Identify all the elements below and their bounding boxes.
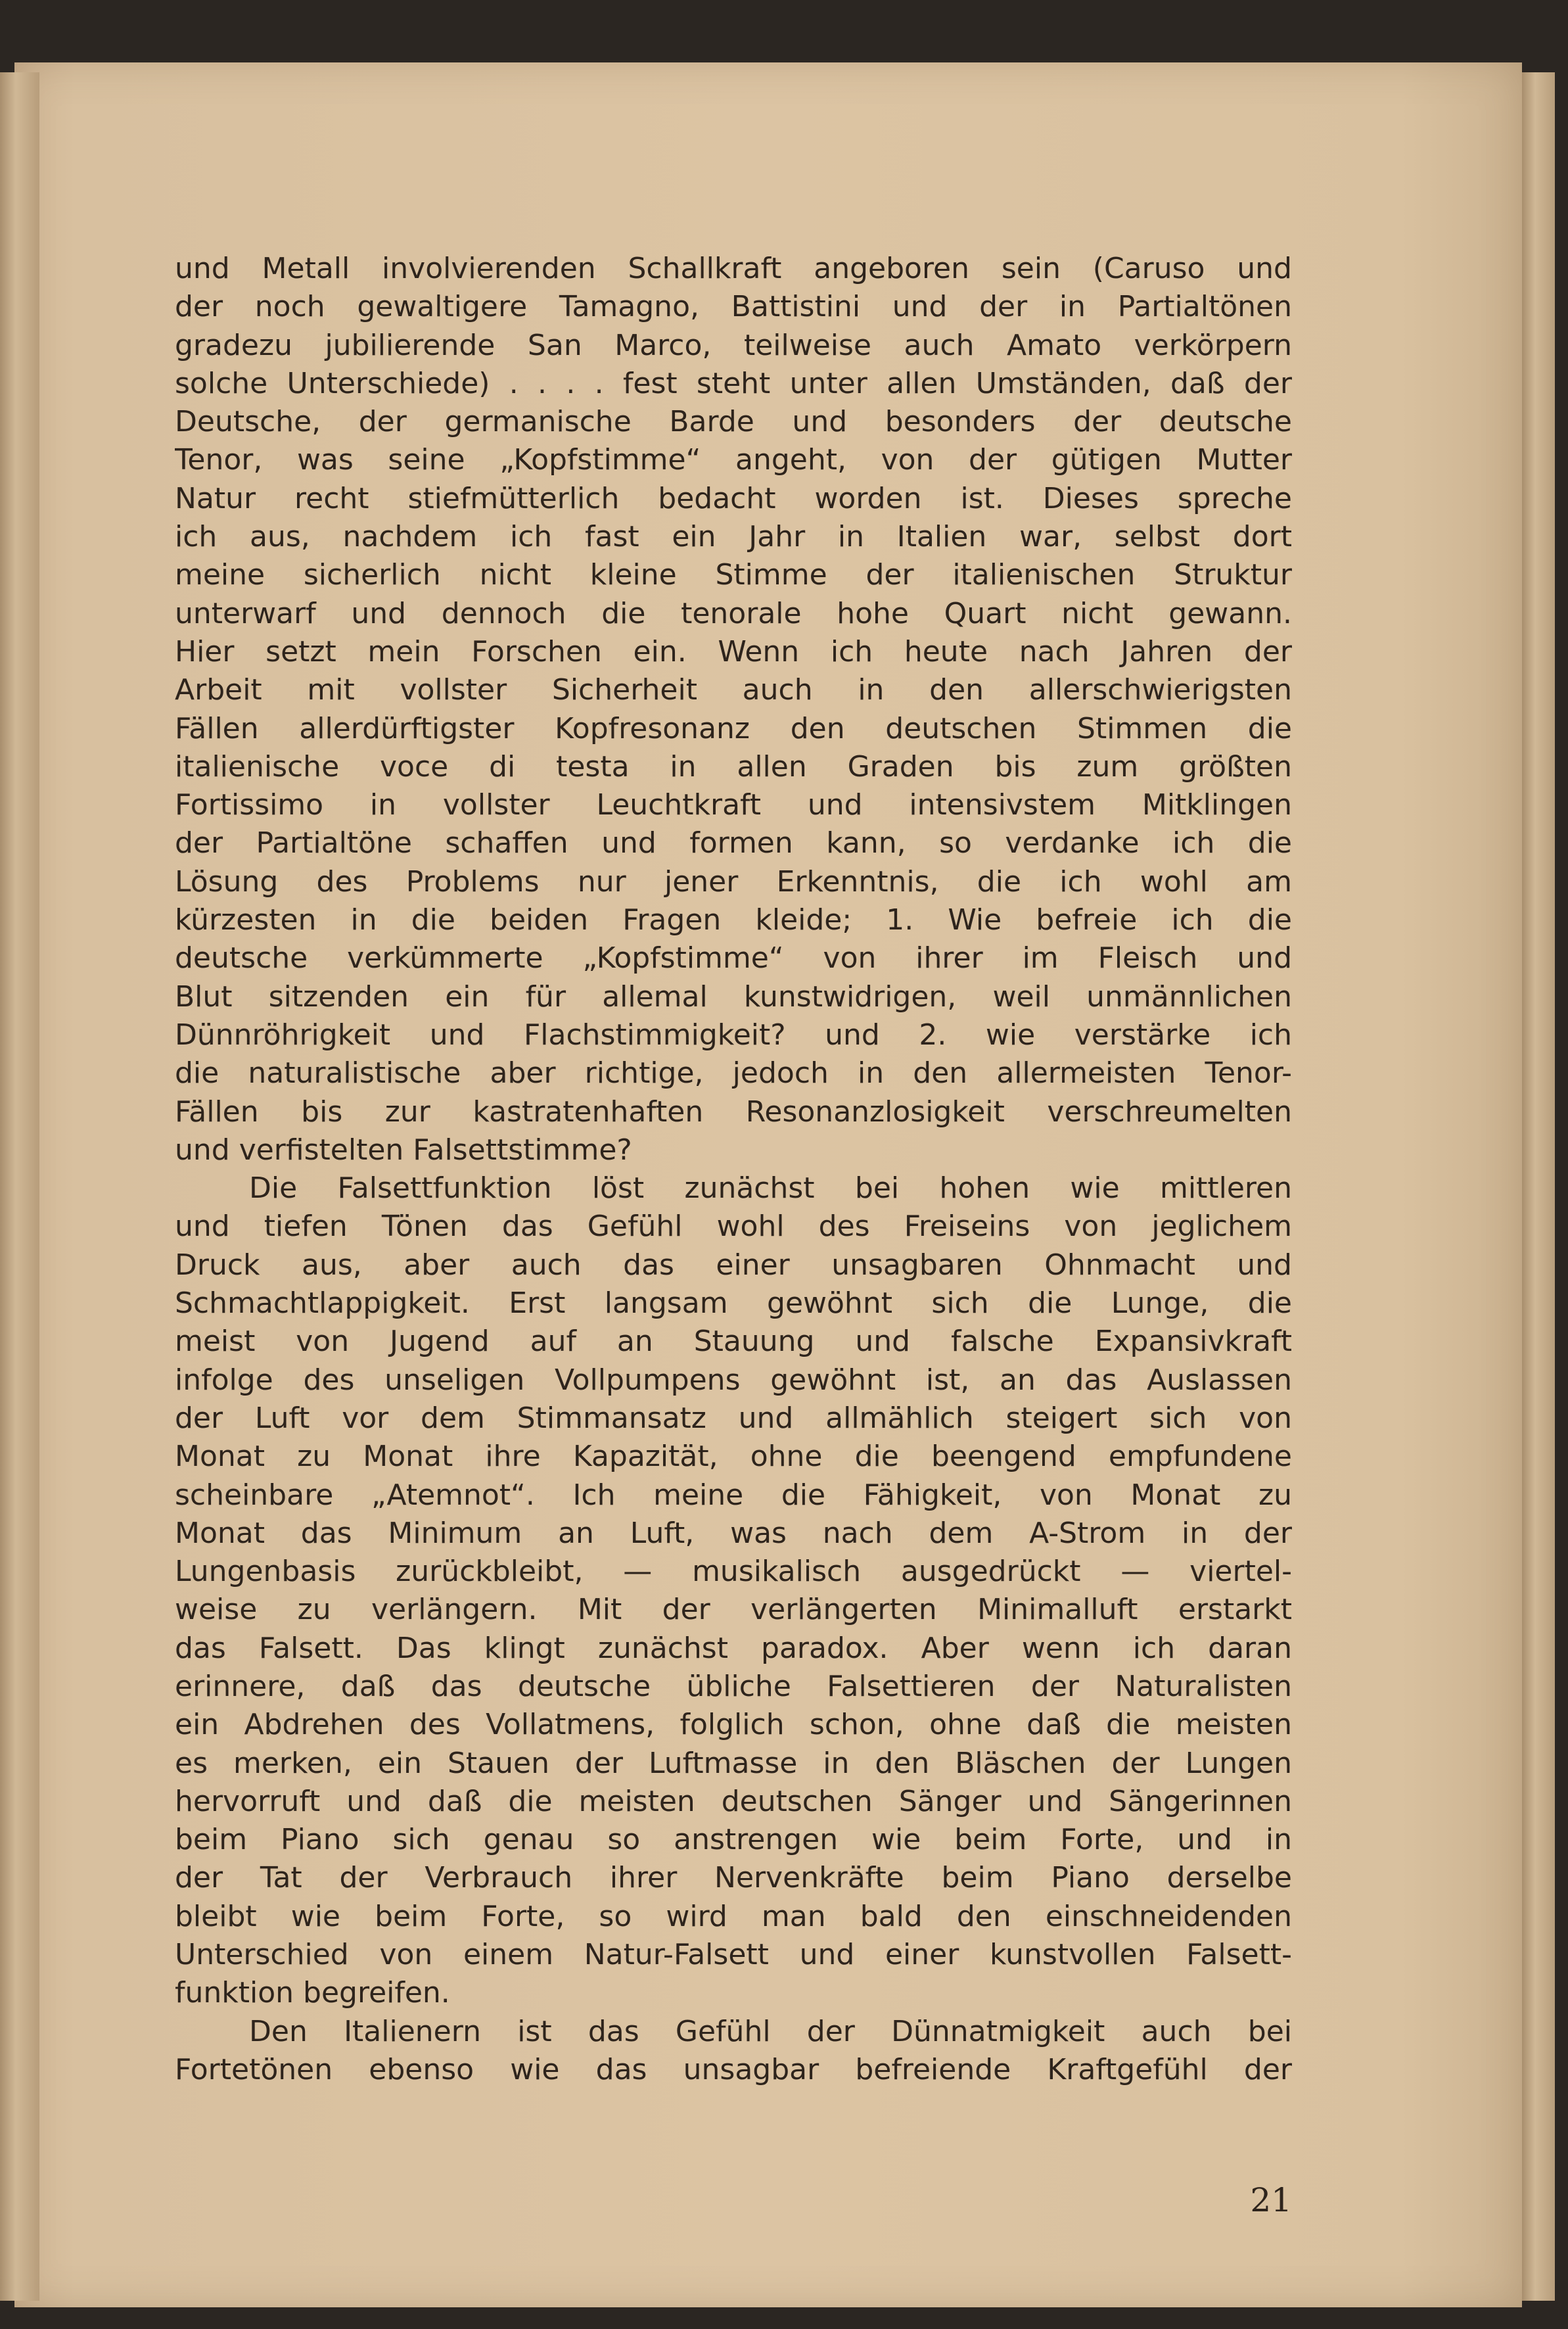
text-line: scheinbare „Atemnot“. Ich meine die Fähigkeit, von Monat zu: [175, 1478, 1292, 1512]
text-line: Hier setzt mein Forschen ein. Wenn ich heute nach Jahren der: [175, 634, 1292, 669]
text-line: deutsche verkümmerte „Kopfstimme“ von ihrer im Fleisch und: [175, 941, 1292, 976]
text-line: Lösung des Problems nur jener Erkenntnis, die ich wohl am: [175, 864, 1292, 899]
text-line: Druck aus, aber auch das einer unsagbaren Ohnmacht und: [175, 1248, 1292, 1282]
text-line: Fortetönen ebenso wie das unsagbar befreiende Kraftgefühl der: [175, 2052, 1292, 2086]
text-line: bleibt wie beim Forte, so wird man bald den einschneidenden: [175, 1899, 1292, 1933]
text-line: infolge des unseligen Vollpumpens gewöhnt ist, an das Auslassen: [175, 1363, 1292, 1397]
text-line: der Tat der Verbrauch ihrer Nervenkräfte beim Piano derselbe: [175, 1861, 1292, 1895]
text-line: kürzesten in die beiden Fragen kleide; 1. Wie befreie ich die: [175, 903, 1292, 937]
text-line: Den Italienern ist das Gefühl der Dünnatmigkeit auch bei: [249, 2014, 1292, 2048]
text-line: ein Abdrehen des Vollatmens, folglich schon, ohne daß die meisten: [175, 1708, 1292, 1742]
text-line: funktion begreifen.: [175, 1976, 450, 2010]
text-line: es merken, ein Stauen der Luftmasse in den Bläschen der Lungen: [175, 1746, 1292, 1780]
text-line: die naturalistische aber richtige, jedoch in den allermeisten Tenor-: [175, 1056, 1292, 1091]
text-line: Die Falsettfunktion löst zunächst bei hohen wie mittleren: [249, 1171, 1292, 1206]
body-text: [175, 250, 1292, 2089]
text-line: Schmachtlappigkeit. Erst langsam gewöhnt sich die Lunge, die: [175, 1286, 1292, 1321]
text-line: erinnere, daß das deutsche übliche Falsettieren der Naturalisten: [175, 1669, 1292, 1703]
text-line: solche Unterschiede) . . . . fest steht unter allen Umständen, daß der: [175, 366, 1292, 400]
text-line: Lungenbasis zurückbleibt, — musikalisch ausgedrückt — viertel-: [175, 1555, 1292, 1589]
text-line: der noch gewaltigere Tamagno, Battistini und der in Partialtönen: [175, 290, 1292, 324]
page-edge-left: [0, 72, 39, 2301]
page-number: 21: [1250, 2181, 1292, 2219]
text-line: Fortissimo in vollster Leuchtkraft und intensivstem Mitklingen: [175, 788, 1292, 822]
text-line: der Partialtöne schaffen und formen kann, so verdanke ich die: [175, 826, 1292, 860]
text-line: und Metall involvierenden Schallkraft angeboren sein (Caruso und: [175, 252, 1292, 285]
text-line: und verfistelten Falsettstimme?: [175, 1133, 632, 1167]
text-line: und tiefen Tönen das Gefühl wohl des Freiseins von jeglichem: [175, 1210, 1292, 1244]
text-line: Blut sitzenden ein für allemal kunstwidrigen, weil unmännlichen: [175, 979, 1292, 1014]
text-line: Tenor, was seine „Kopfstimme“ angeht, von der gütigen Mutter: [175, 443, 1292, 477]
text-line: Monat zu Monat ihre Kapazität, ohne die beengend empfundene: [175, 1440, 1292, 1474]
text-line: Fällen bis zur kastratenhaften Resonanzlosigkeit verschreumelten: [175, 1094, 1292, 1129]
text-line: italienische voce di testa in allen Graden bis zum größten: [175, 749, 1292, 784]
text-line: das Falsett. Das klingt zunächst paradox. Aber wenn ich daran: [175, 1631, 1292, 1665]
text-line: unterwarf und dennoch die tenorale hohe Quart nicht gewann.: [175, 596, 1292, 630]
text-line: Monat das Minimum an Luft, was nach dem A-Strom in der: [175, 1516, 1292, 1550]
text-line: Deutsche, der germanische Barde und besonders der deutsche: [175, 405, 1292, 439]
text-line: meist von Jugend auf an Stauung und falsche Expansivkraft: [175, 1325, 1292, 1359]
text-line: weise zu verlängern. Mit der verlängerten Minimalluft erstarkt: [175, 1593, 1292, 1627]
text-line: meine sicherlich nicht kleine Stimme der italienischen Struktur: [175, 558, 1292, 592]
text-line: Fällen allerdürftigster Kopfresonanz den deutschen Stimmen die: [175, 711, 1292, 745]
text-line: beim Piano sich genau so anstrengen wie beim Forte, und in: [175, 1823, 1292, 1857]
text-line: hervorruft und daß die meisten deutschen Sänger und Sängerinnen: [175, 1784, 1292, 1818]
text-line: gradezu jubilierende San Marco, teilweise auch Amato verkörpern: [175, 328, 1292, 362]
text-line: Arbeit mit vollster Sicherheit auch in den allerschwierigsten: [175, 673, 1292, 707]
text-line: ich aus, nachdem ich fast ein Jahr in Italien war, selbst dort: [175, 520, 1292, 554]
text-line: Natur recht stiefmütterlich bedacht worden ist. Dieses spreche: [175, 481, 1292, 515]
text-line: der Luft vor dem Stimmansatz und allmählich steigert sich von: [175, 1401, 1292, 1435]
text-line: Dünnröhrigkeit und Flachstimmigkeit? und 2. wie verstärke ich: [175, 1018, 1292, 1052]
text-line: Unterschied von einem Natur-Falsett und einer kunstvollen Falsett-: [175, 1938, 1292, 1972]
page-edge-right: [1522, 72, 1555, 2301]
